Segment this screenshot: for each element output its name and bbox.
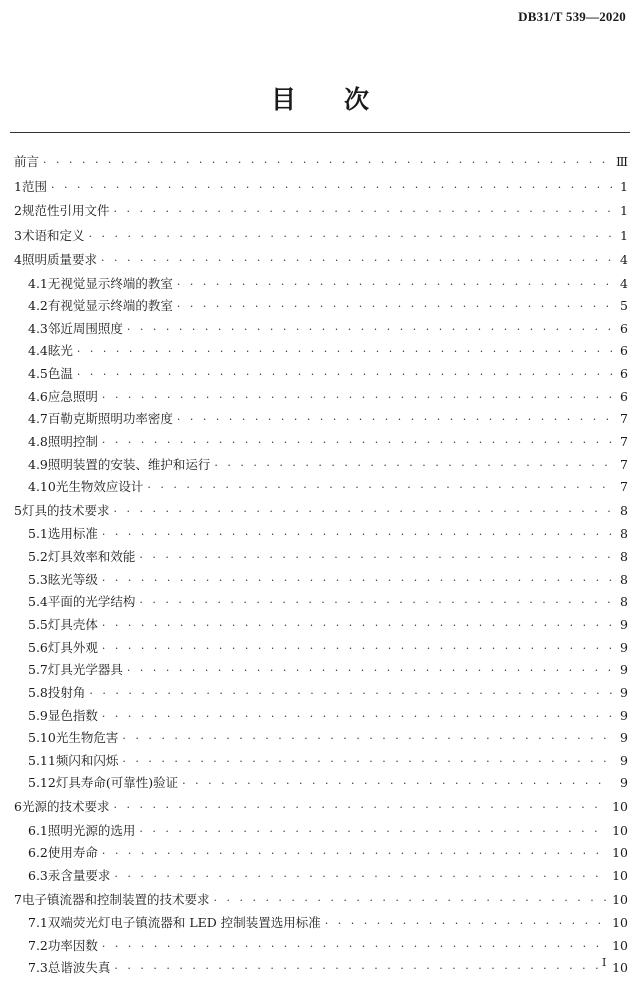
toc-entry-title: 灯具寿命(可靠性)验证 — [55, 775, 179, 791]
toc-entry-page: 8 — [620, 571, 628, 587]
toc-entry[interactable] — [14, 569, 628, 592]
toc-entry-number: 7.1 — [28, 915, 48, 931]
toc-dot-leader — [139, 592, 612, 615]
toc-entry-title: 显色指数 — [47, 707, 98, 723]
toc-entry-number: 4.1 — [28, 275, 48, 291]
toc-dot-leader — [127, 319, 612, 342]
toc-dot-leader — [77, 364, 612, 387]
toc-entry[interactable] — [14, 772, 628, 795]
toc-entry[interactable] — [14, 199, 628, 224]
toc-dot-leader — [113, 500, 612, 525]
toc-entry-page: 7 — [620, 433, 628, 449]
toc-dot-leader — [43, 151, 612, 176]
toc-entry-number: 4.5 — [28, 366, 48, 382]
toc-dot-leader — [122, 751, 612, 774]
toc-dot-leader — [182, 773, 612, 796]
toc-entry-page: 10 — [612, 867, 628, 883]
toc-entry-number: 5.1 — [28, 526, 48, 542]
toc-dot-leader — [139, 547, 612, 570]
toc-entry[interactable] — [14, 408, 628, 431]
toc-entry-title: 色温 — [47, 366, 73, 382]
toc-entry-page: 1 — [620, 178, 628, 194]
toc-entry-page: 9 — [620, 639, 628, 655]
toc-dot-leader — [102, 387, 612, 410]
toc-entry-page: 10 — [612, 891, 628, 907]
toc-entry-number: 4.10 — [28, 479, 56, 495]
toc-entry-title: 电子镇流器和控制装置的技术要求 — [21, 891, 210, 907]
toc-entry-title: 使用寿命 — [47, 845, 98, 861]
toc-entry-number: 7 — [14, 891, 22, 907]
toc-entry[interactable] — [14, 175, 628, 200]
document-code: DB31/T 539—2020 — [518, 9, 626, 24]
toc-entry[interactable] — [14, 727, 628, 750]
toc-entry[interactable] — [14, 499, 628, 524]
toc-entry-page: 7 — [620, 479, 628, 495]
toc-entry-number: 7.3 — [28, 960, 48, 976]
toc-entry-number: 5.5 — [28, 616, 48, 632]
toc-entry-title: 汞含量要求 — [47, 867, 111, 883]
toc-entry-title: 眩光 — [47, 343, 73, 359]
toc-entry-page: 10 — [612, 845, 628, 861]
toc-dot-leader — [147, 477, 612, 500]
toc-entry[interactable] — [14, 454, 628, 477]
toc-entry-title: 光生物效应设计 — [55, 479, 144, 495]
toc-entry[interactable] — [14, 750, 628, 773]
toc-entry-title: 邻近周围照度 — [47, 320, 123, 336]
toc-entry-title: 功率因数 — [47, 937, 98, 953]
toc-dot-leader — [102, 570, 612, 593]
toc-dot-leader — [102, 615, 612, 638]
toc-entry-page: 10 — [612, 915, 628, 931]
toc-entry[interactable] — [14, 888, 628, 913]
toc-entry-title: 投射角 — [47, 684, 86, 700]
toc-entry[interactable] — [14, 224, 628, 249]
toc-entry-page: 5 — [620, 298, 628, 314]
toc-entry-page: 1 — [620, 227, 628, 243]
toc-dot-leader — [102, 432, 612, 455]
toc-dot-leader — [127, 660, 612, 683]
toc-entry[interactable] — [14, 659, 628, 682]
toc-entry-number: 4.6 — [28, 388, 48, 404]
toc-entry-number: 1 — [14, 178, 22, 194]
toc-entry-title: 频闪和闪烁 — [55, 752, 119, 768]
toc-entry-number: 6 — [14, 799, 22, 815]
toc-entry-page: 8 — [620, 502, 628, 518]
toc-entry-page: 4 — [620, 252, 628, 267]
toc-entry-title: 平面的光学结构 — [47, 594, 136, 610]
toc-entry[interactable] — [14, 865, 628, 888]
toc-entry-number: 5.2 — [28, 549, 48, 565]
toc-entry[interactable] — [14, 795, 628, 820]
toc-entry[interactable] — [14, 705, 628, 728]
toc-entry-page: 6 — [620, 388, 628, 404]
toc-entry-number: 6.1 — [28, 822, 48, 838]
toc-entry-number: 5.7 — [28, 662, 48, 678]
toc-entry-page: 6 — [620, 320, 628, 336]
toc-entry[interactable] — [14, 935, 628, 958]
toc-entry-title: 照明光源的选用 — [47, 822, 136, 838]
toc-entry-number: 5.10 — [28, 730, 56, 746]
toc-dot-leader — [177, 409, 612, 432]
toc-entry-page: 6 — [620, 366, 628, 382]
toc-entry[interactable] — [14, 386, 628, 409]
toc-entry-page: 10 — [612, 960, 628, 976]
toc-entry-number: 5.4 — [28, 594, 48, 610]
toc-entry-title: 光生物危害 — [55, 730, 119, 746]
toc-entry-title: 照明控制 — [47, 433, 98, 449]
toc-entry-page: 9 — [620, 662, 628, 678]
toc-entry-title: 灯具光学器具 — [47, 662, 123, 678]
toc-entry[interactable] — [14, 340, 628, 363]
toc-dot-leader — [102, 843, 608, 866]
toc-entry-page: 1 — [620, 203, 628, 218]
page-footer-mark: I — [602, 956, 607, 969]
toc-dot-leader — [77, 341, 612, 364]
toc-entry-number: 4.7 — [28, 411, 48, 427]
toc-entry-title: 双端荧光灯电子镇流器和 LED 控制装置选用标准 — [47, 915, 321, 931]
toc-entry[interactable] — [14, 842, 628, 865]
toc-entry-title: 前言 — [14, 154, 40, 169]
toc-entry-page: 8 — [620, 594, 628, 610]
toc-entry-number: 5.3 — [28, 571, 48, 587]
toc-dot-leader — [177, 274, 612, 297]
toc-dot-leader — [101, 249, 612, 274]
table-of-contents — [14, 150, 628, 980]
toc-entry-title: 眩光等级 — [47, 571, 98, 587]
toc-entry-title: 灯具外观 — [47, 639, 98, 655]
toc-entry[interactable] — [14, 523, 628, 546]
toc-entry-page: 7 — [620, 411, 628, 427]
toc-entry-title: 范围 — [21, 178, 47, 194]
toc-entry-page: 4 — [620, 275, 628, 291]
toc-entry-number: 2 — [14, 203, 22, 218]
toc-entry-title: 灯具的技术要求 — [21, 502, 110, 518]
toc-entry[interactable] — [14, 591, 628, 614]
toc-entry[interactable] — [14, 318, 628, 341]
toc-entry-number: 6.2 — [28, 845, 48, 861]
toc-entry-title: 照明质量要求 — [21, 252, 97, 267]
toc-dot-leader — [213, 889, 608, 914]
toc-dot-leader — [177, 296, 612, 319]
toc-dot-leader — [114, 866, 608, 889]
toc-entry-title: 有视觉显示终端的教室 — [47, 298, 173, 314]
toc-entry-number: 3 — [14, 227, 22, 243]
toc-entry[interactable] — [14, 912, 628, 935]
toc-entry-number: 4.8 — [28, 433, 48, 449]
toc-entry-number: 7.2 — [28, 937, 48, 953]
toc-dot-leader — [88, 225, 612, 250]
toc-entry[interactable] — [14, 150, 628, 175]
toc-entry-number: 5.9 — [28, 707, 48, 723]
toc-entry-number: 4.2 — [28, 298, 48, 314]
toc-entry[interactable] — [14, 637, 628, 660]
toc-entry-title: 术语和定义 — [21, 227, 85, 243]
toc-entry[interactable] — [14, 546, 628, 569]
toc-dot-leader — [102, 524, 612, 547]
toc-entry[interactable] — [14, 476, 628, 499]
toc-entry[interactable] — [14, 431, 628, 454]
toc-entry-number: 5.11 — [28, 752, 56, 768]
toc-entry-title: 照明装置的安装、维护和运行 — [47, 456, 211, 472]
toc-entry-title: 光源的技术要求 — [21, 799, 110, 815]
toc-entry-page: 10 — [612, 799, 628, 815]
toc-entry-title: 选用标准 — [47, 526, 98, 542]
toc-dot-leader — [102, 936, 608, 959]
toc-entry[interactable] — [14, 682, 628, 705]
title-divider — [10, 132, 630, 133]
toc-entry-page: 9 — [620, 752, 628, 768]
page-title — [0, 80, 640, 116]
toc-entry-page: 7 — [620, 456, 628, 472]
toc-entry-page: 9 — [620, 616, 628, 632]
toc-entry[interactable] — [14, 820, 628, 843]
toc-entry-title: 规范性引用文件 — [21, 203, 110, 218]
toc-entry-number: 4.4 — [28, 343, 48, 359]
toc-entry-number: 4.9 — [28, 456, 48, 472]
toc-entry-page: 6 — [620, 343, 628, 359]
toc-entry-page: 9 — [620, 730, 628, 746]
toc-entry-number: 4 — [14, 252, 22, 267]
toc-entry-number: 5.12 — [28, 775, 56, 791]
toc-entry-number: 5.6 — [28, 639, 48, 655]
toc-entry-number: 4.3 — [28, 320, 48, 336]
title-char-1: 目 — [270, 85, 296, 114]
toc-dot-leader — [113, 200, 612, 225]
toc-entry-title: 百勒克斯照明功率密度 — [47, 411, 173, 427]
toc-dot-leader — [51, 176, 612, 201]
toc-entry[interactable] — [14, 295, 628, 318]
toc-dot-leader — [113, 796, 608, 821]
toc-entry-title: 无视觉显示终端的教室 — [47, 275, 173, 291]
toc-entry-page: 9 — [620, 684, 628, 700]
toc-entry-page: 10 — [612, 937, 628, 953]
toc-dot-leader — [102, 706, 612, 729]
toc-dot-leader — [102, 638, 612, 661]
toc-dot-leader — [139, 821, 608, 844]
toc-entry-page: 9 — [620, 775, 628, 791]
toc-dot-leader — [214, 455, 612, 478]
toc-dot-leader — [114, 958, 608, 981]
toc-dot-leader — [89, 683, 612, 706]
toc-entry-title: 应急照明 — [47, 388, 98, 404]
toc-entry[interactable] — [14, 614, 628, 637]
toc-entry[interactable] — [14, 273, 628, 296]
toc-entry-number: 5.8 — [28, 684, 48, 700]
toc-entry-page: 9 — [620, 707, 628, 723]
toc-entry-page: 8 — [620, 549, 628, 565]
toc-dot-leader — [325, 913, 608, 936]
title-char-2: 次 — [344, 85, 370, 114]
toc-entry-page: 10 — [612, 822, 628, 838]
toc-dot-leader — [122, 728, 612, 751]
toc-entry-title: 总谐波失真 — [47, 960, 111, 976]
toc-entry-title: 灯具壳体 — [47, 616, 98, 632]
toc-entry[interactable] — [14, 363, 628, 386]
toc-entry-page: Ⅲ — [615, 154, 628, 169]
toc-entry-number: 6.3 — [28, 867, 48, 883]
toc-entry-page: 8 — [620, 526, 628, 542]
toc-entry-number: 5 — [14, 502, 22, 518]
toc-entry[interactable] — [14, 248, 628, 273]
toc-entry-title: 灯具效率和效能 — [47, 549, 136, 565]
